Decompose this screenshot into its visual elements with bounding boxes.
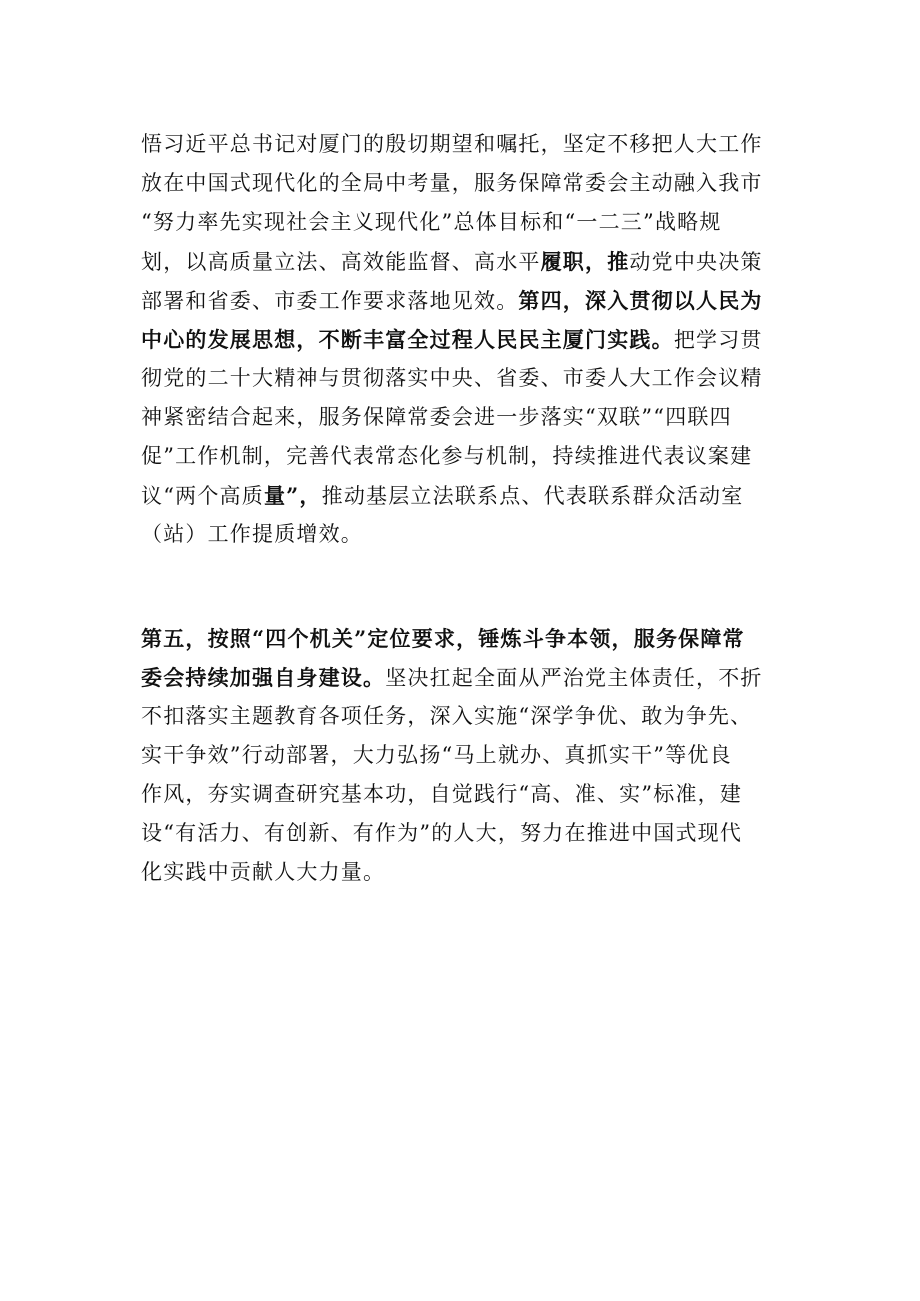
paragraph-line: 不扣落实主题教育各项任务，深入实施“深学争优、敢为争先、: [141, 704, 753, 728]
text-run: 把学习贯: [673, 328, 763, 352]
paragraph-line: 放在中国式现代化的全局中考量，服务保障常委会主动融入我市: [141, 171, 763, 195]
bold-text-run: 履职，推: [540, 249, 630, 274]
text-run: 推动基层立法联系点、代表联系群众活动室: [321, 484, 744, 508]
paragraph-1: [141, 125, 801, 554]
bold-heading-run: 委会持续加强自身建设。: [141, 665, 386, 690]
paragraph-2: [141, 619, 801, 892]
paragraph-line: “努力率先实现社会主义现代化”总体目标和“一二三”战略规: [141, 210, 722, 234]
paragraph-line: 设“有活力、有创新、有作为”的人大，努力在推进中国式现代: [141, 821, 743, 845]
text-run: 议“两个高质: [141, 484, 264, 508]
paragraph-line: 彻党的二十大精神与贯彻落实中央、省委、市委人大工作会议精: [141, 366, 763, 390]
paragraph-line: 作风，夯实调查研究基本功，自觉践行“高、准、实”标准，建: [141, 782, 743, 806]
text-run: 动党中央决策: [629, 250, 763, 274]
paragraph-line: [141, 281, 801, 320]
paragraph-line: [141, 320, 801, 359]
paragraph-line: 悟习近平总书记对厦门的殷切期望和嘱托，坚定不移把人大工作: [141, 132, 763, 156]
paragraph-line: （站）工作提质增效。: [141, 522, 363, 546]
paragraph-line: [141, 476, 801, 515]
bold-heading-line: 第五，按照“四个机关”定位要求，锤炼斗争本领，服务保障常: [141, 626, 745, 651]
paragraph-line: 神紧密结合起来，服务保障常委会进一步落实“双联”“四联四: [141, 405, 732, 429]
bold-heading-run: 第四，深入贯彻以人民为: [518, 288, 763, 313]
paragraph-line: [141, 658, 801, 697]
paragraph-line: [141, 242, 801, 281]
paragraph-line: 实干争效”行动部署，大力弘扬“马上就办、真抓实干”等优良: [141, 743, 732, 767]
bold-text-run: 量”，: [263, 483, 322, 508]
paragraph-line: 促”工作机制，完善代表常态化参与机制，持续推进代表议案建: [141, 444, 753, 468]
text-run: 划，以高质量立法、高效能监督、高水平: [141, 250, 541, 274]
bold-heading-run: 中心的发展思想，不断丰富全过程人民民主厦门实践。: [141, 327, 674, 352]
text-run: 部署和省委、市委工作要求落地见效。: [141, 289, 519, 313]
text-run: 坚决扛起全面从严治党主体责任，不折: [385, 666, 763, 690]
paragraph-line: 化实践中贡献人大力量。: [141, 860, 386, 884]
